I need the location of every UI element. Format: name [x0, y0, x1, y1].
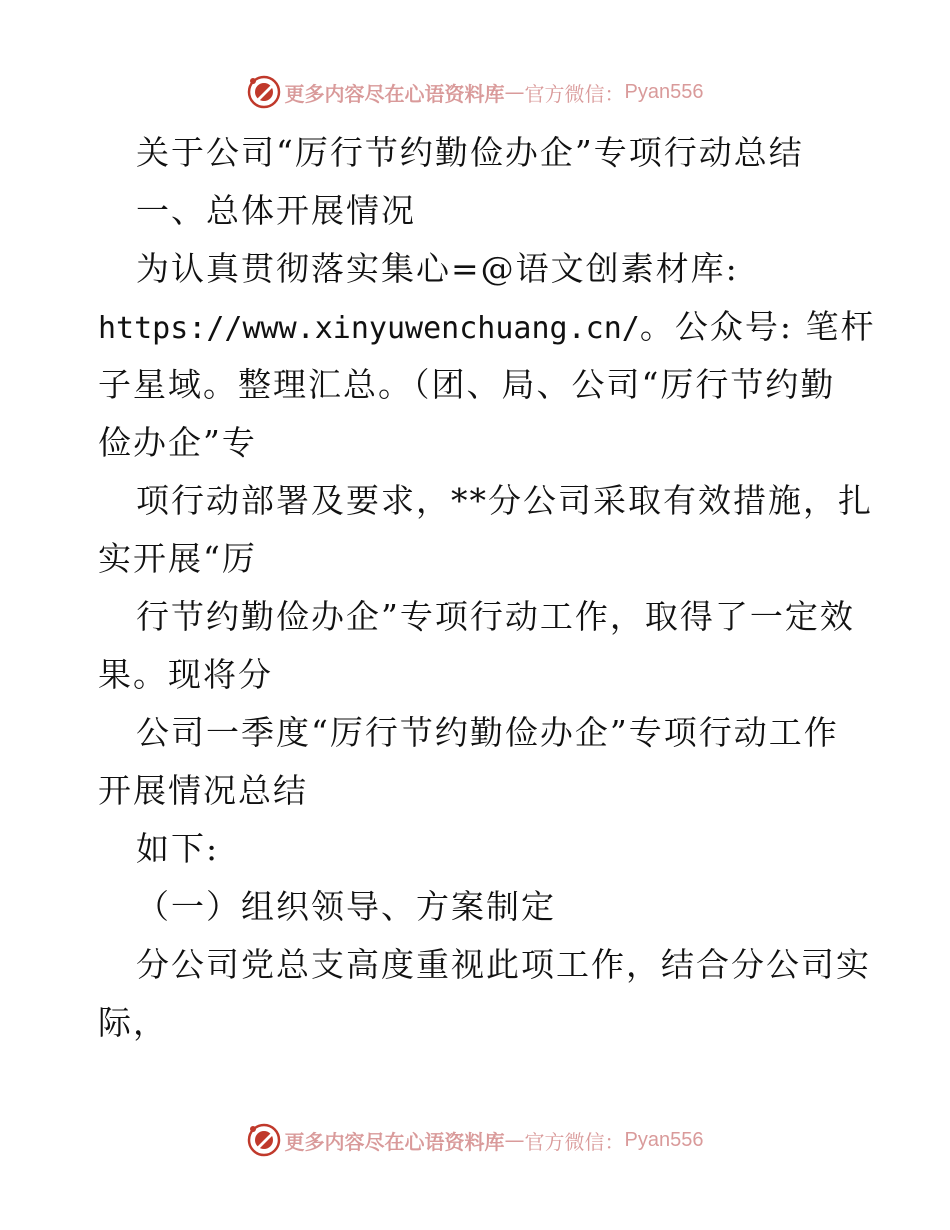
footer-watermark-banner — [0, 1120, 950, 1160]
banner-separator: — — [504, 80, 525, 104]
document-body — [98, 124, 876, 1052]
subsection-heading: （一）组织领导、方案制定 — [136, 887, 556, 926]
banner-wechat-id: Pyan556 — [624, 1128, 704, 1151]
document-title: 关于公司“厉行节约勤俭办企”专项行动总结 — [136, 133, 804, 172]
paragraph-line: 子星域。整理汇总。（团、局、公司“厉行节约勤 — [98, 365, 836, 404]
paragraph-text: 。公众号: 笔杆 — [639, 307, 876, 346]
paragraph-line: 际， — [98, 1003, 168, 1042]
paragraph-line: 为认真贯彻落实集心=@语文创素材库: — [136, 249, 739, 288]
paragraph-line: 如下: — [136, 829, 220, 868]
banner-wechat-label: 官方微信： — [524, 81, 625, 106]
banner-site-name: 更多内容尽在心语资料库 — [284, 1129, 505, 1154]
paragraph-line: 分公司党总支高度重视此项工作，结合分公司实 — [136, 945, 871, 984]
paragraph-line: 俭办企”专 — [98, 423, 257, 462]
banner-separator: — — [504, 1128, 525, 1152]
red-seal-logo-icon — [247, 1123, 281, 1157]
paragraph-line: 项行动部署及要求，**分公司采取有效措施，扎 — [136, 481, 873, 520]
paragraph-line: 公司一季度“厉行节约勤俭办企”专项行动工作 — [136, 713, 839, 752]
banner-wechat-label: 官方微信： — [524, 1129, 625, 1154]
banner-site-name: 更多内容尽在心语资料库 — [284, 81, 505, 106]
header-watermark-banner — [0, 72, 950, 112]
paragraph-line: 行节约勤俭办企”专项行动工作，取得了一定效 — [136, 597, 855, 636]
paragraph-line: 实开展“厉 — [98, 539, 257, 578]
banner-wechat-id: Pyan556 — [624, 80, 704, 103]
paragraph-line: 开展情况总结 — [98, 771, 308, 810]
red-seal-logo-icon — [247, 75, 281, 109]
url-text: https://www.xinyuwenchuang.cn/ — [98, 311, 640, 346]
section-heading: 一、总体开展情况 — [136, 191, 416, 230]
paragraph-line — [98, 298, 876, 356]
paragraph-line: 果。现将分 — [98, 655, 273, 694]
